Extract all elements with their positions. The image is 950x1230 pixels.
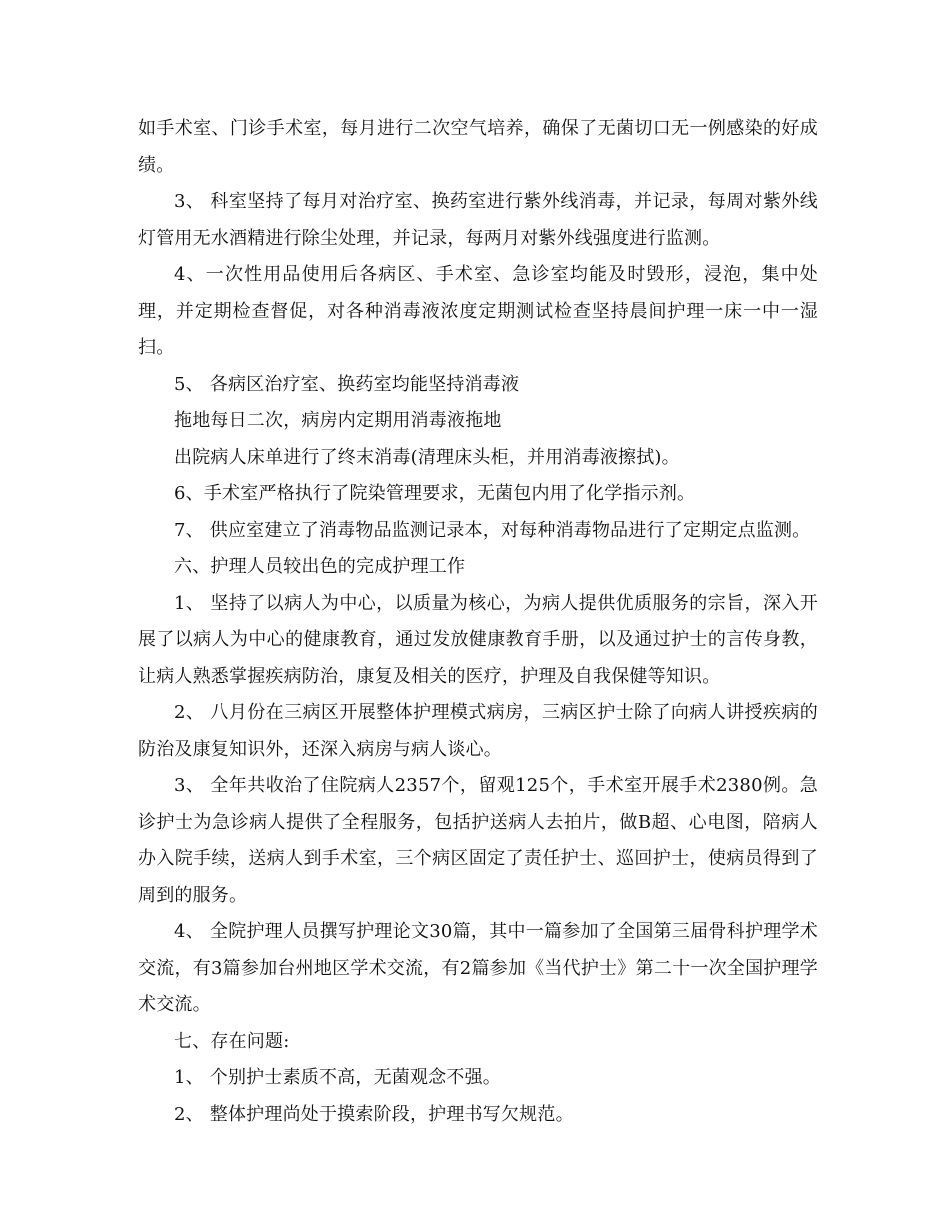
section-heading-6: 六、护理人员较出色的完成护理工作	[174, 556, 466, 577]
section-heading-7: 七、存在问题:	[174, 1030, 290, 1052]
paragraph-2: 3、 科室坚持了每月对治疗室、换药室进行紫外线消毒，并记录，每周对紫外线灯管用无水酒精进行除尘处理，并记录，每两月对紫外线强度进行监测。	[138, 191, 818, 249]
paragraph-5: 拖地每日二次，病房内定期用消毒液拖地	[174, 410, 502, 431]
paragraph-13: 4、 全院护理人员撰写护理论文30篇，其中一篇参加了全国第三届骨科护理学术交流，有3篇参加台州地区学术交流，有2篇参加《当代护士》第二十一次全国护理学术交流。	[138, 921, 818, 1015]
paragraph-15: 1、 个别护士素质不高，无菌观念不强。	[174, 1067, 501, 1088]
paragraph-16: 2、 整体护理尚处于摸索阶段，护理书写欠规范。	[174, 1103, 574, 1125]
paragraph-8: 7、 供应室建立了消毒物品监测记录本，对每种消毒物品进行了定期定点监测。	[174, 519, 811, 541]
paragraph-10: 1、 坚持了以病人为中心，以质量为核心，为病人提供优质服务的宗旨，深入开展了以病人为中心的健康教育，通过发放健康教育手册，以及通过护士的言传身教，让病人熟悉掌握疾病防治，康复及相关的医疗，护理及自我保健等知识。	[138, 592, 818, 687]
paragraph-3: 4、一次性用品使用后各病区、手术室、急诊室均能及时毁形，浸泡，集中处理，并定期检查督促，对各种消毒液浓度定期测试检查坚持晨间护理一床一中一湿扫。	[138, 264, 818, 358]
document-body	[138, 111, 818, 1133]
paragraph-12: 3、 全年共收治了住院病人2357个，留观125个，手术室开展手术2380例。急诊护士为急诊病人提供了全程服务，包括护送病人去拍片，做B超、心电图，陪病人办入院手续，送病人到手术室，三个病区固定了责任护士、巡回护士，使病员得到了周到的服务。	[138, 775, 818, 906]
paragraph-7: 6、手术室严格执行了院染管理要求，无菌包内用了化学指示剂。	[174, 483, 696, 504]
paragraph-1: 如手术室、门诊手术室，每月进行二次空气培养，确保了无菌切口无一例感染的好成绩。	[138, 118, 818, 176]
paragraph-11: 2、 八月份在三病区开展整体护理模式病房，三病区护士除了向病人讲授疾病的防治及康复知识外，还深入病房与病人谈心。	[138, 702, 818, 760]
paragraph-4: 5、 各病区治疗室、换药室均能坚持消毒液	[174, 373, 520, 395]
paragraph-6: 出院病人床单进行了终末消毒(清理床头柜，并用消毒液擦拭)。	[174, 446, 680, 468]
